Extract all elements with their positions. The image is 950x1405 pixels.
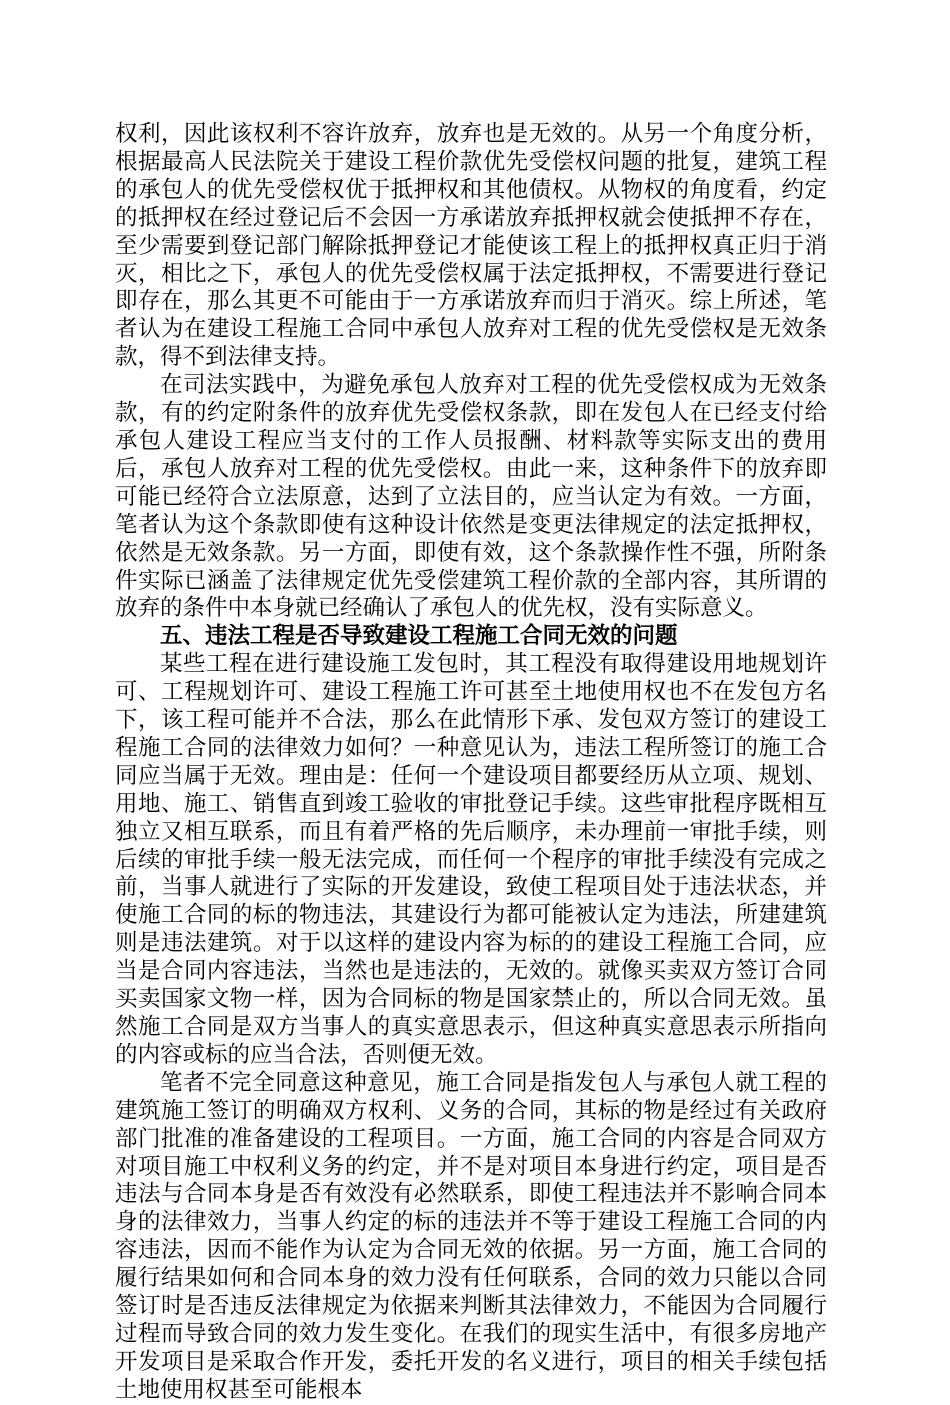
section-heading-five: 五、违法工程是否导致建设工程施工合同无效的问题 (160, 623, 678, 650)
paragraph-author-opinion: 笔者不完全同意这种意见，施工合同是指发包人与承包人就工程的建筑施工签订的明确双方权利、义务的合同，其标的物是经过有关政府部门批准的准备建设的工程项目。一方面，施工合同的内容是合同双方对项目施工中权利义务的约定，并不是对项目本身进行约定，项目是否违法与合同本身是否有效没有必然联系，即使工程违法并不影响合同本身的法律效力，当事人约定的标的违法并不等于建设工程施工合同的内容违法，因而不能作为认定为合同无效的依据。另一方面，施工合同的履行结果如何和合同本身的效力没有任何联系，合同的效力只能以合同签订时是否违反法律规定为依据来判断其法律效力，不能因为合同履行过程而导致合同的效力发生变化。在我们的现实生活中，有很多房地产开发项目是采取合作开发，委托开发的名义进行，项目的相关手续包括土地使用权甚至可能根本 (115, 1069, 827, 1403)
document-page (115, 121, 827, 1405)
paragraph-judicial-practice: 在司法实践中，为避免承包人放弃对工程的优先受偿权成为无效条款，有的约定附条件的放弃优先受偿权条款，即在发包人在已经支付给承包人建设工程应当支付的工作人员报酬、材料款等实际支出的费用后，承包人放弃对工程的优先受偿权。由此一来，这种条件下的放弃即可能已经符合立法原意，达到了立法目的，应当认定为有效。一方面，笔者认为这个条款即使有这种设计依然是变更法律规定的法定抵押权，依然是无效条款。另一方面，即使有效，这个条款操作性不强，所附条件实际已涵盖了法律规定优先受偿建筑工程价款的全部内容，其所谓的放弃的条件中本身就已经确认了承包人的优先权，没有实际意义。 (115, 372, 827, 622)
paragraph-illegal-project: 某些工程在进行建设施工发包时，其工程没有取得建设用地规划许可、工程规划许可、建设工程施工许可甚至土地使用权也不在发包方名下，该工程可能并不合法，那么在此情形下承、发包双方签订的建设工程施工合同的法律效力如何？一种意见认为，违法工程所签订的施工合同应当属于无效。理由是：任何一个建设项目都要经历从立项、规划、用地、施工、销售直到竣工验收的审批登记手续。这些审批程序既相互独立又相互联系，而且有着严格的先后顺序，未办理前一审批手续，则后续的审批手续一般无法完成，而任何一个程序的审批手续没有完成之前，当事人就进行了实际的开发建设，致使工程项目处于违法状态，并使施工合同的标的物违法，其建设行为都可能被认定为违法，所建建筑则是违法建筑。对于以这样的建设内容为标的的建设工程施工合同，应当是合同内容违法，当然也是违法的，无效的。就像买卖双方签订合同买卖国家文物一样，因为合同标的物是国家禁止的，所以合同无效。虽然施工合同是双方当事人的真实意思表示，但这种真实意思表示所指向的内容或标的应当合法，否则便无效。 (115, 651, 827, 1068)
paragraph-continuation: 权利，因此该权利不容许放弃，放弃也是无效的。从另一个角度分析，根据最高人民法院关于建设工程价款优先受偿权问题的批复，建筑工程的承包人的优先受偿权优于抵押权和其他债权。从物权的角度看，约定的抵押权在经过登记后不会因一方承诺放弃抵押权就会使抵押不存在，至少需要到登记部门解除抵押登记才能使该工程上的抵押权真正归于消灭，相比之下，承包人的优先受偿权属于法定抵押权，不需要进行登记即存在，那么其更不可能由于一方承诺放弃而归于消灭。综上所述，笔者认为在建设工程施工合同中承包人放弃对工程的优先受偿权是无效条款，得不到法律支持。 (115, 121, 827, 371)
